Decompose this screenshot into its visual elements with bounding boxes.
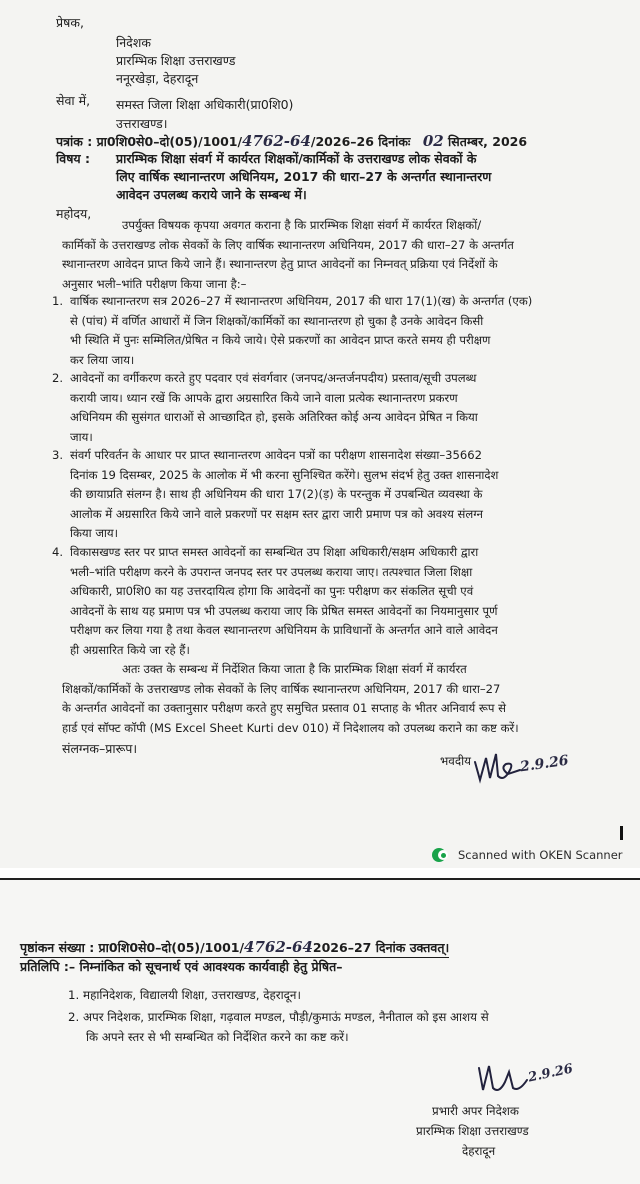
closing-line: अतः उक्त के सम्बन्ध में निर्देशित किया जाता है कि प्रारम्भिक शिक्षा संवर्ग में कार्यरत bbox=[122, 662, 467, 676]
copy-item-line: अपर निदेशक, प्रारम्भिक शिक्षा, गढ़वाल मण्डल, पौड़ी/कुमाऊं मण्डल, नैनीताल को इस आशय से bbox=[83, 1010, 489, 1024]
point-line: अधिकारी, प्रा0शि0 का यह उत्तरदायित्व होगा कि आवेदनों का पुनः परीक्षण कर संकलित सूची एवं bbox=[70, 584, 474, 598]
sign-title: प्रभारी अपर निदेशक bbox=[432, 1104, 519, 1118]
point-line: जाय। bbox=[70, 429, 93, 444]
point-line: भली–भांति परीक्षण करने के उपरान्त जनपद स्तर पर उपलब्ध कराया जाए। तत्पश्चात जिला शिक्षा bbox=[70, 564, 473, 579]
point-line: विकासखण्ड स्तर पर प्राप्त समस्त आवेदनों का सम्बन्धित उप शिक्षा अधिकारी/सक्षम अधिकारी द्वारा bbox=[70, 545, 479, 559]
recipient-state: उत्तराखण्ड। bbox=[116, 116, 168, 131]
intro-line: अनुसार भली–भांति परीक्षण किया जाना है:– bbox=[62, 276, 247, 291]
closing-line: के अन्तर्गत आवेदनों का उक्तानुसार परीक्षण करते हुए समुचित प्रस्ताव 01 सप्ताह के भीतर अनिवार्य रूप से bbox=[62, 701, 507, 715]
subject-line: प्रारम्भिक शिक्षा संवर्ग में कार्यरत शिक्षकों/कार्मिकों के उत्तराखण्ड लोक सेवकों के bbox=[116, 151, 477, 166]
salutation: महोदय, bbox=[56, 206, 92, 221]
to-label: सेवा में, bbox=[56, 93, 91, 108]
endorsement-signature-date: 2.9.26 bbox=[526, 1061, 575, 1086]
sign-dept: प्रारम्भिक शिक्षा उत्तराखण्ड bbox=[416, 1124, 529, 1138]
copy-item-line: महानिदेशक, विद्यालयी शिक्षा, उत्तराखण्ड, देहरादून। bbox=[83, 988, 301, 1002]
point-number: 1. bbox=[52, 294, 64, 308]
scanner-logo-icon bbox=[432, 846, 450, 864]
enclosure: संलग्नक–प्रारूप। bbox=[62, 741, 138, 756]
point-3 bbox=[52, 446, 625, 544]
point-line: संवर्ग परिवर्तन के आधार पर प्राप्त स्थानान्तरण आवेदन पत्रों का परीक्षण शासनादेश संख्या–35662 bbox=[70, 448, 483, 462]
endorsement-ref-handwritten: 4762-64 bbox=[244, 938, 313, 956]
point-number: 2. bbox=[52, 371, 64, 385]
ref-number-suffix: /2026–26 दिनांकः bbox=[310, 134, 411, 149]
closing-line: शिक्षकों/कार्मिकों के उत्तराखण्ड लोक सेवकों के लिए वार्षिक स्थानान्तरण अधिनियम, 2017 की धारा–27 bbox=[62, 681, 501, 696]
intro-line: कार्मिकों के उत्तराखण्ड लोक सेवकों के लिए वार्षिक स्थानान्तरण अधिनियम, 2017 की धारा–27 के अन्तर्गत bbox=[62, 237, 514, 252]
point-line: अधिनियम की सुसंगत धाराओं से आच्छादित हो, इसके अतिरिक्त कोई अन्य आवेदन प्रेषित न किया bbox=[70, 410, 478, 424]
point-2 bbox=[52, 369, 625, 447]
ref-handwritten-number: 4762-64 bbox=[242, 132, 311, 150]
point-line: आवेदनों के साथ यह प्रमाण पत्र भी उपलब्ध कराया जाए कि प्रेषित समस्त आवेदनों का नियमानुसार पूर्ण bbox=[70, 603, 498, 618]
copy-item-number: 1. bbox=[68, 988, 80, 1002]
ref-label: पत्रांक : bbox=[56, 134, 93, 149]
point-line: किया जाय। bbox=[70, 526, 119, 540]
subject bbox=[116, 150, 626, 204]
point-line: ही अग्रसारित किये जा रहे हैं। bbox=[70, 642, 190, 657]
point-line: कर लिया जाय। bbox=[70, 352, 135, 367]
sender-address: ननूरखेड़ा, देहरादून bbox=[116, 71, 199, 86]
copy-item-number: 2. bbox=[68, 1010, 80, 1024]
signoff: भवदीय bbox=[440, 754, 472, 768]
scanner-watermark bbox=[432, 846, 623, 864]
reference-line bbox=[56, 132, 527, 151]
subject-line: लिए वार्षिक स्थानान्तरण अधिनियम, 2017 की धारा–27 के अन्तर्गत स्थानान्तरण bbox=[116, 169, 492, 184]
point-line: की छायाप्रति संलग्न है। साथ ही अधिनियम की धारा 17(2)(ड़) के परन्तुक में उपबन्धित व्यवस्था के bbox=[70, 487, 483, 501]
point-number: 3. bbox=[52, 448, 64, 462]
copy-line: प्रतिलिपि :– निम्नांकित को सूचनार्थ एवं आवश्यक कार्यवाही हेतु प्रेषित– bbox=[20, 959, 343, 974]
point-1 bbox=[52, 292, 625, 370]
point-4 bbox=[52, 543, 625, 660]
point-line: दिनांक 19 दिसम्बर, 2025 के आलोक में भी करना सुनिश्चित करेंगे। सुलभ संदर्भ हेतु उक्त शासनादेश bbox=[70, 467, 499, 482]
intro-line: उपर्युक्त विषयक कृपया अवगत कराना है कि प्रारम्भिक शिक्षा संवर्ग में कार्यरत शिक्षकों/ bbox=[122, 218, 482, 232]
copy-item-1 bbox=[68, 986, 301, 1004]
scanner-text: Scanned with OKEN Scanner bbox=[458, 848, 623, 862]
copy-item-2-cont: कि अपने स्तर से भी सम्बन्धित को निर्देशित करने का कष्ट करें। bbox=[86, 1030, 349, 1044]
endorsement-ref-printed: पृष्ठांकन संख्या : प्रा0शि0से0–दो(05)/1001/ bbox=[20, 940, 245, 955]
endorsement-ref-suffix: 2026–27 दिनांक उक्तवत्। bbox=[312, 940, 450, 955]
copy-item-2 bbox=[68, 1008, 489, 1026]
scan-artifact bbox=[620, 826, 623, 840]
endorsement-reference bbox=[20, 938, 449, 958]
sender-title: निदेशक bbox=[116, 35, 151, 50]
point-number: 4. bbox=[52, 545, 64, 559]
point-line: परीक्षण कर लिया गया है तथा केवल स्थानान्तरण अधिनियम के प्राविधानों के अन्तर्गत आने वाले आवेदन bbox=[70, 623, 498, 637]
point-line: वार्षिक स्थानान्तरण सत्र 2026–27 में स्थानान्तरण अधिनियम, 2017 की धारा 17(1)(ख) के अन्तर्गत (एक) bbox=[70, 294, 533, 308]
point-line: आलोक में अग्रसारित किये जाने वाले प्रकरणों पर सक्षम स्तर द्वारा जारी प्रमाण पत्र को अवश्य संलग्न bbox=[70, 506, 483, 521]
sender-label: प्रेषक, bbox=[56, 15, 84, 30]
point-line: भी स्थिति में पुनः सम्मिलित/प्रेषित न किये जाये। ऐसे प्रकरणों का आवेदन प्राप्त करते समय ही परीक्षण bbox=[70, 333, 491, 347]
closing-paragraph bbox=[62, 660, 622, 738]
signature-date: 2.9.26 bbox=[519, 752, 570, 776]
subject-label: विषय : bbox=[56, 151, 91, 166]
sign-city: देहरादून bbox=[462, 1144, 496, 1158]
ref-date: सितम्बर, 2026 bbox=[448, 134, 528, 149]
subject-line: आवेदन उपलब्ध कराये जाने के सम्बन्ध में। bbox=[116, 187, 307, 202]
sender-dept: प्रारम्भिक शिक्षा उत्तराखण्ड bbox=[116, 53, 236, 68]
point-line: करायी जाय। ध्यान रखें कि आपके द्वारा अग्रसारित किये जाने वाला प्रत्येक स्थानान्तरण प्रकरण bbox=[70, 390, 458, 405]
intro-paragraph bbox=[62, 216, 622, 294]
endorsement-page bbox=[0, 878, 640, 1184]
point-line: से (पांच) में वर्णित आधारों में जिन शिक्षकों/कार्मिकों का स्थानान्तरण हो चुका है उनके आवेदन किसी bbox=[70, 313, 484, 328]
intro-line: स्थानान्तरण आवेदन प्राप्त किये जाने हैं। स्थानान्तरण हेतु प्राप्त आवेदनों का निम्नवत् प्रक्रिया एवं निर्देशों के bbox=[62, 257, 498, 271]
recipient: समस्त जिला शिक्षा अधिकारी(प्रा0शि0) bbox=[116, 97, 294, 112]
point-line: आवेदनों का वर्गीकरण करते हुए पदवार एवं संवर्गवार (जनपद/अन्तर्जनपदीय) प्रस्ताव/सूची उपलब्ध bbox=[70, 371, 477, 385]
closing-line: हार्ड एवं सॉफ्ट कॉपी (MS Excel Sheet Kurti dev 010) में निदेशालय को उपलब्ध कराने का कष्ट करें। bbox=[62, 720, 519, 735]
ref-handwritten-date: 02 bbox=[422, 132, 444, 150]
ref-number: प्रा0शि0से0–दो(05)/1001/ bbox=[96, 134, 243, 149]
